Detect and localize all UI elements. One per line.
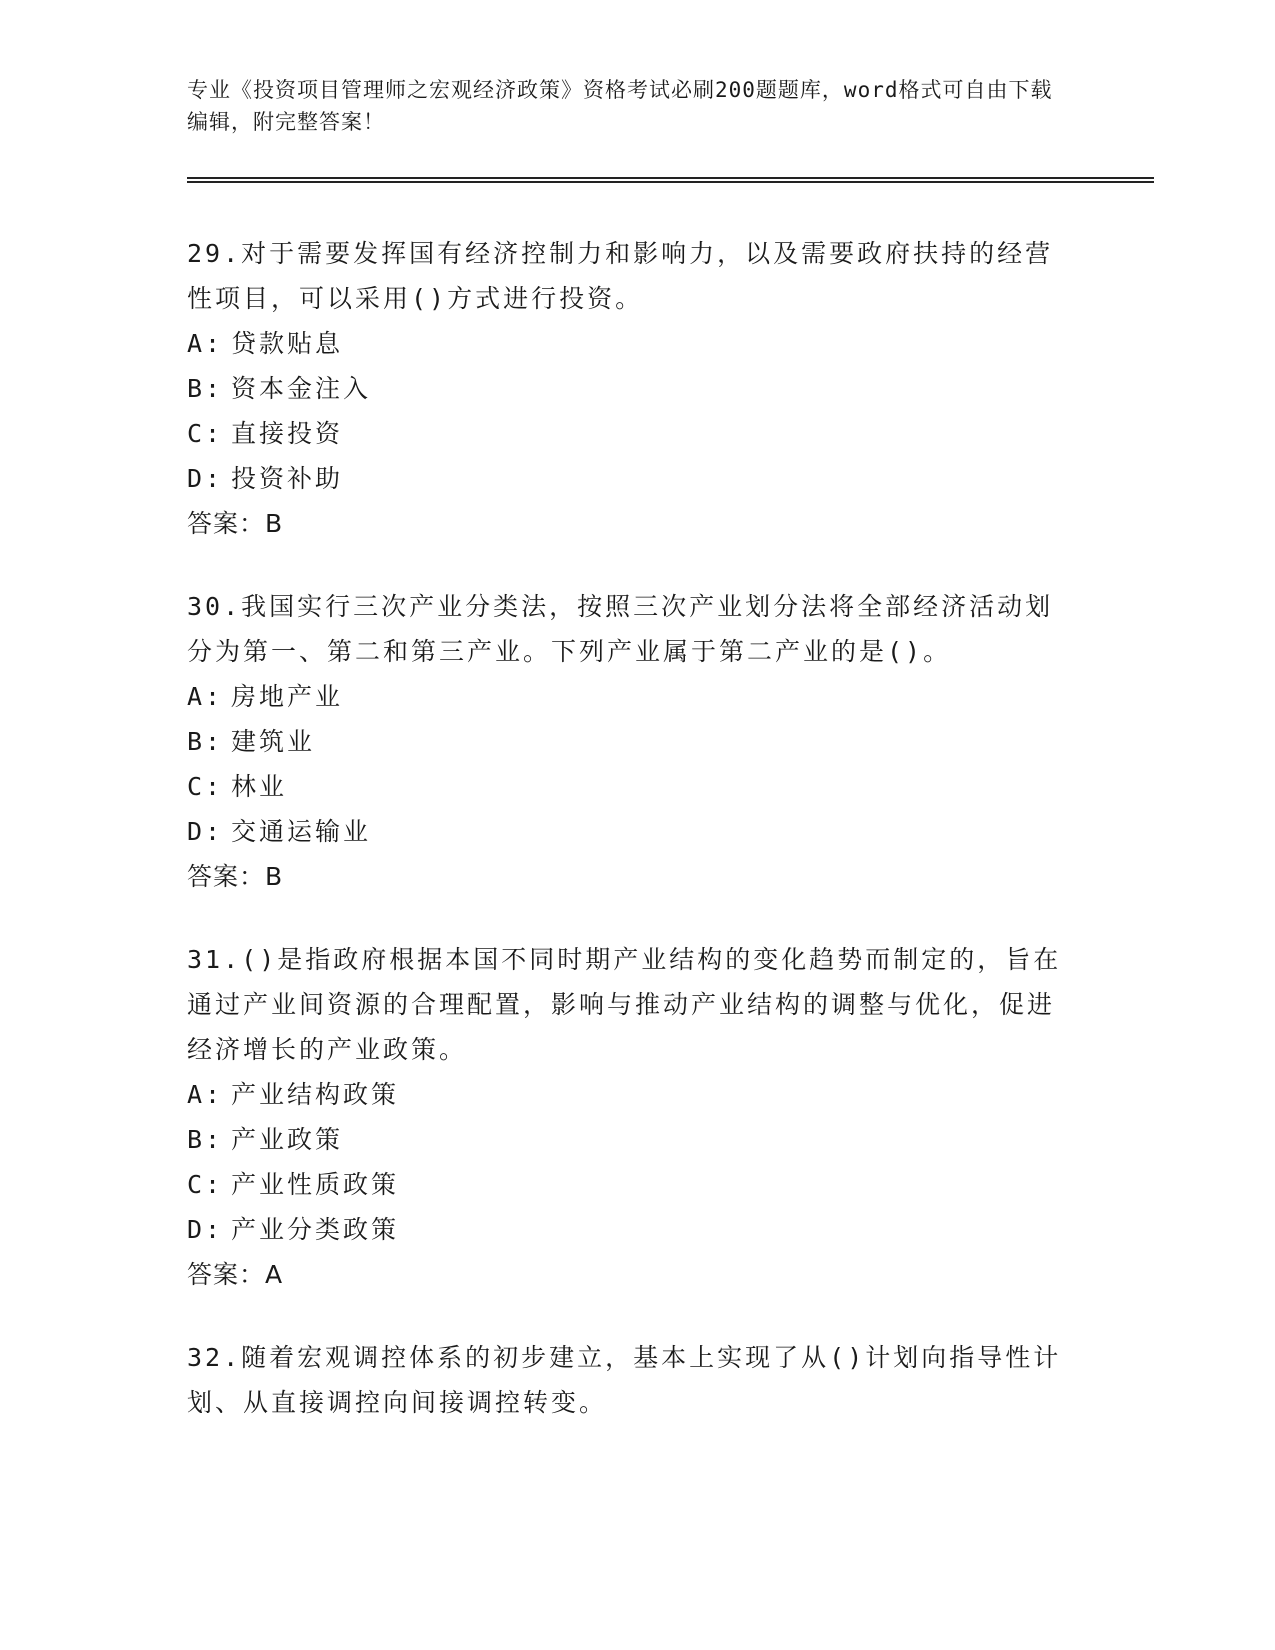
option-text: 产业政策 [231,1125,344,1154]
option-text: 交通运输业 [231,817,372,846]
option-c [187,1162,1087,1207]
option-b [187,719,1087,764]
question-block [187,1335,1087,1425]
answer-line: 答案：A [187,1260,284,1289]
option-key: B: [187,1125,224,1154]
option-key: C: [187,772,224,801]
question-block [187,584,1087,899]
option-a [187,321,1087,366]
option-key: D: [187,1215,224,1244]
question-text: 30.我国实行三次产业分类法，按照三次产业划分法将全部经济活动划分为第一、第二和第三产业。下列产业属于第二产业的是()。 [187,592,1054,666]
option-key: C: [187,1170,224,1199]
option-text: 建筑业 [231,727,316,756]
option-d [187,809,1087,854]
option-key: B: [187,374,224,403]
option-text: 贷款贴息 [231,329,344,358]
option-b [187,366,1087,411]
option-a [187,674,1087,719]
question-text: 29.对于需要发挥国有经济控制力和影响力，以及需要政府扶持的经营性项目，可以采用()方式进行投资。 [187,239,1054,313]
header-intro: 专业《投资项目管理师之宏观经济政策》资格考试必刷200题题库，word格式可自由下载编辑，附完整答案！ [187,78,1053,134]
option-key: C: [187,419,224,448]
option-d [187,1207,1087,1252]
option-b [187,1117,1087,1162]
answer-line: 答案：B [187,509,284,538]
option-d [187,456,1087,501]
question-text: 32.随着宏观调控体系的初步建立，基本上实现了从()计划向指导性计划、从直接调控向间接调控转变。 [187,1343,1062,1417]
option-key: A: [187,1080,224,1109]
option-text: 产业分类政策 [231,1215,400,1244]
option-key: A: [187,329,224,358]
option-key: B: [187,727,224,756]
document-header [187,74,1067,138]
option-text: 产业性质政策 [231,1170,400,1199]
question-text: 31.()是指政府根据本国不同时期产业结构的变化趋势而制定的，旨在通过产业间资源的合理配置，影响与推动产业结构的调整与优化，促进经济增长的产业政策。 [187,945,1062,1064]
option-text: 直接投资 [231,419,344,448]
option-text: 资本金注入 [231,374,372,403]
option-c [187,411,1087,456]
option-text: 投资补助 [231,464,344,493]
option-key: D: [187,817,224,846]
question-block [187,937,1087,1297]
header-double-rule [187,177,1154,183]
option-a [187,1072,1087,1117]
option-text: 产业结构政策 [231,1080,400,1109]
question-list [187,231,1087,1463]
option-key: A: [187,682,224,711]
option-c [187,764,1087,809]
question-block [187,231,1087,546]
option-text: 房地产业 [231,682,344,711]
answer-line: 答案：B [187,862,284,891]
option-key: D: [187,464,224,493]
option-text: 林业 [231,772,288,801]
